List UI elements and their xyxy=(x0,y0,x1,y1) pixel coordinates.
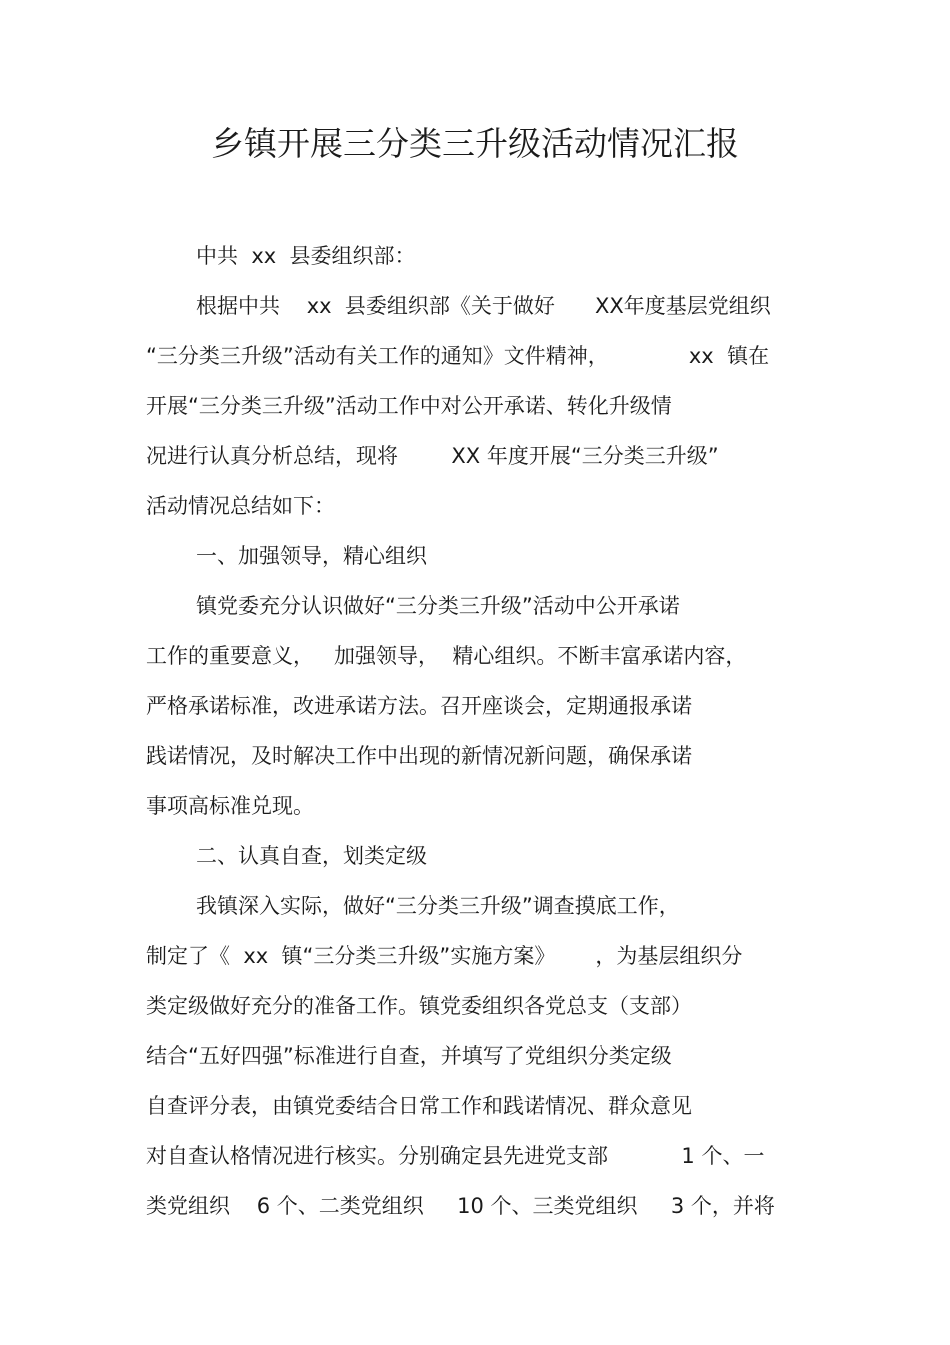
paragraph-line: 开展“三分类三升级”活动工作中对公开承诺、转化升级情 xyxy=(146,394,672,418)
section-heading: 二、认真自查，划类定级 xyxy=(196,844,427,868)
paragraph-line: 根据中共 xx 县委组织部《关于做好 XX年度基层党组织 xyxy=(196,294,771,318)
paragraph-line: 中共 xx 县委组织部： xyxy=(196,244,416,268)
paragraph-line: 我镇深入实际，做好“三分类三升级”调查摸底工作， xyxy=(196,894,680,918)
section-heading: 一、加强领导，精心组织 xyxy=(196,544,427,568)
paragraph-line: 镇党委充分认识做好“三分类三升级”活动中公开承诺 xyxy=(196,594,680,618)
paragraph-line: 类定级做好充分的准备工作。镇党委组织各党总支（支部） xyxy=(146,994,692,1018)
paragraph-line: 工作的重要意义， 加强领导， 精心组织。不断丰富承诺内容， xyxy=(146,644,747,668)
paragraph-line: 类党组织 6 个、二类党组织 10 个、三类党组织 3 个，并将 xyxy=(146,1194,775,1218)
paragraph-line: 况进行认真分析总结，现将 XX 年度开展“三分类三升级” xyxy=(146,444,719,468)
paragraph-line: “三分类三升级”活动有关工作的通知》文件精神， xx 镇在 xyxy=(146,344,770,368)
paragraph-line: 严格承诺标准，改进承诺方法。召开座谈会，定期通报承诺 xyxy=(146,694,692,718)
paragraph-line: 自查评分表，由镇党委结合日常工作和践诺情况、群众意见 xyxy=(146,1094,692,1118)
paragraph-line: 结合“五好四强”标准进行自查，并填写了党组织分类定级 xyxy=(146,1044,672,1068)
paragraph-line: 对自查认格情况进行核实。分别确定县先进党支部 1 个、一 xyxy=(146,1144,765,1168)
paragraph-line: 事项高标准兑现。 xyxy=(146,794,314,818)
paragraph-line: 活动情况总结如下： xyxy=(146,494,335,518)
paragraph-line: 制定了《 xx 镇“三分类三升级”实施方案》 ，为基层组织分 xyxy=(146,944,743,968)
document-title: 乡镇开展三分类三升级活动情况汇报 xyxy=(211,124,739,163)
paragraph-line: 践诺情况，及时解决工作中出现的新情况新问题，确保承诺 xyxy=(146,744,692,768)
